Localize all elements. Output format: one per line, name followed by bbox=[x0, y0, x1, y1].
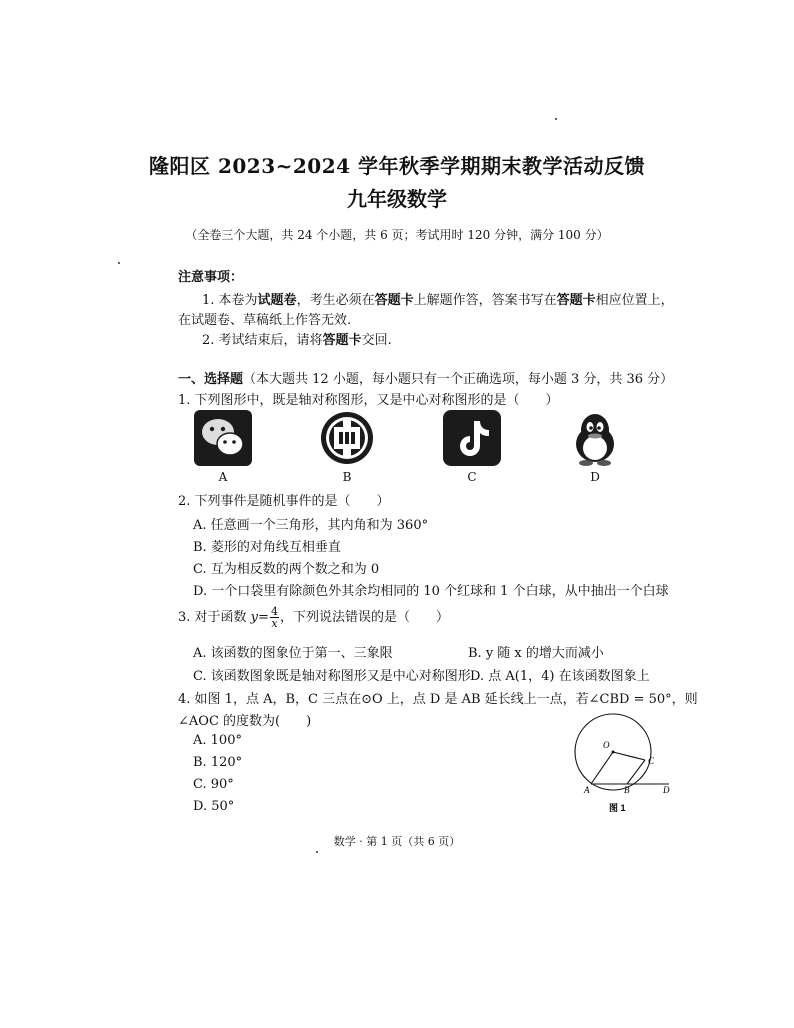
circle-figure bbox=[565, 708, 680, 820]
option-label-d: D bbox=[590, 470, 600, 484]
question-4-option-a: A. 100° bbox=[193, 733, 242, 748]
question-4-option-d: D. 50° bbox=[193, 799, 235, 814]
question-3-stem: 3. 对于函数 y= $\frac{4}{x}$ ，下列说法错误的是（ ） bbox=[178, 605, 449, 630]
center-point bbox=[612, 751, 615, 754]
note-2: 2. 考试结束后，请将答题卡交回. bbox=[202, 333, 392, 348]
question-3-option-b: B. y 随 x 的增大而减小 bbox=[468, 646, 604, 661]
question-4-option-b: B. 120° bbox=[193, 755, 243, 770]
scan-speck bbox=[555, 118, 557, 120]
question-3-option-a: A. 该函数的图象位于第一、三象限 bbox=[193, 646, 393, 661]
segment-oc bbox=[613, 752, 645, 760]
question-2-option-a: A. 任意画一个三角形，其内角和为 360° bbox=[193, 518, 429, 533]
label-c: C bbox=[648, 756, 655, 766]
label-b: B bbox=[624, 785, 630, 795]
question-4-stem-continued: ∠AOC 的度数为( ) bbox=[178, 714, 312, 729]
question-3-option-d: D. 点 A(1，4) 在该函数图象上 bbox=[470, 669, 650, 684]
question-2-option-b: B. 菱形的对角线互相垂直 bbox=[193, 540, 341, 555]
option-label-a: A bbox=[218, 470, 228, 484]
note-1: 1. 本卷为试题卷，考生必须在答题卡上解题作答，答案书写在答题卡相应位置上， bbox=[202, 293, 674, 308]
question-1-stem: 1. 下列图形中，既是轴对称图形，又是中心对称图形的是（ ） bbox=[178, 393, 559, 408]
scan-speck bbox=[316, 851, 318, 853]
note-1-continued: 在试题卷、草稿纸上作答无效. bbox=[178, 313, 352, 328]
option-label-c: C bbox=[467, 470, 477, 484]
fraction: $\frac{4}{x}$ bbox=[270, 605, 278, 630]
figure-caption: 图 1 bbox=[609, 803, 626, 813]
penguin-logo-icon bbox=[566, 410, 624, 466]
tiktok-logo-icon bbox=[443, 410, 501, 466]
exam-title: 隆阳区 2023~2024 学年秋季学期期末教学活动反馈 bbox=[148, 154, 645, 178]
wechat-logo-icon bbox=[194, 410, 252, 466]
segment-bc bbox=[627, 760, 645, 784]
section-heading: 一、选择题（本大题共 12 小题，每小题只有一个正确选项，每小题 3 分，共 36 分） bbox=[178, 372, 674, 387]
exam-info: （全卷三个大题，共 24 个小题，共 6 页；考试用时 120 分钟，满分 100 分） bbox=[185, 228, 609, 242]
label-a: A bbox=[584, 785, 590, 795]
label-d: D bbox=[663, 785, 670, 795]
bank-logo-icon bbox=[318, 410, 376, 466]
question-2-option-d: D. 一个口袋里有除颜色外其余均相同的 10 个红球和 1 个白球，从中抽出一个白球 bbox=[193, 584, 669, 599]
notes-heading: 注意事项： bbox=[178, 270, 244, 285]
label-o: O bbox=[603, 740, 610, 750]
question-4-option-c: C. 90° bbox=[193, 777, 234, 792]
segment-oa bbox=[591, 752, 613, 784]
page-footer: 数学 · 第 1 页（共 6 页） bbox=[333, 835, 461, 848]
question-3-option-c: C. 该函数图象既是轴对称图形又是中心对称图形 bbox=[193, 669, 471, 684]
question-2-stem: 2. 下列事件是随机事件的是（ ） bbox=[178, 494, 390, 509]
question-4-stem: 4. 如图 1，点 A，B，C 三点在⊙O 上，点 D 是 AB 延长线上一点，若∠CBD = 50°，则 bbox=[178, 692, 698, 707]
option-label-b: B bbox=[342, 470, 352, 484]
scan-speck bbox=[118, 262, 120, 264]
question-2-option-c: C. 互为相反数的两个数之和为 0 bbox=[193, 562, 380, 577]
exam-subject: 九年级数学 bbox=[347, 187, 447, 211]
